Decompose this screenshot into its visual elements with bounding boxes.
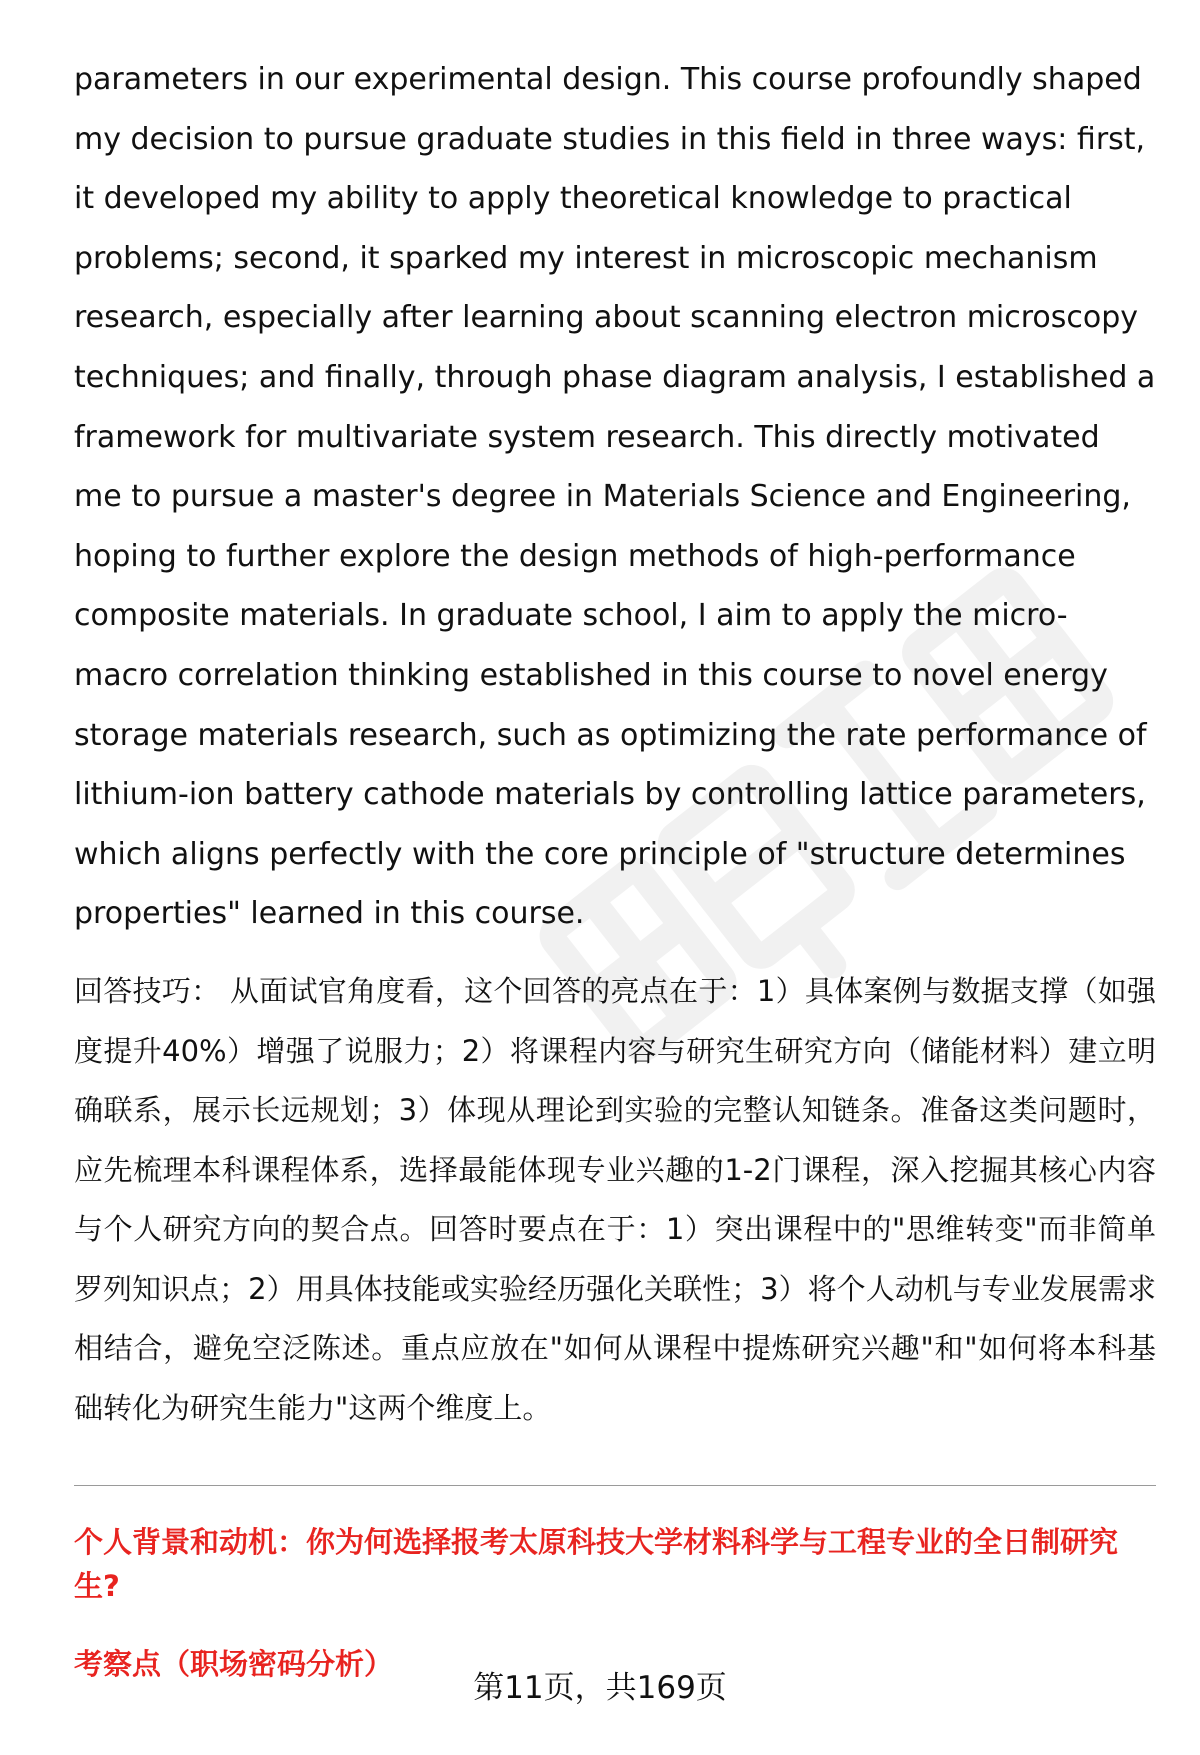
answer-tips-paragraph: 回答技巧： 从面试官角度看，这个回答的亮点在于：1）具体案例与数据支撑（如强度提升40%）增强了说服力；2）将课程内容与研究生研究方向（储能材料）建立明确联系，展示长远规划；3）体现从理论到实验的完整认知链条。准备这类问题时，应先梳理本科课程体系，选择最能体现专业兴趣的1-2门课程，深入挖掘其核心内容与个人研究方向的契合点。回答时要点在于：1）突出课程中的"思维转变"而非简单罗列知识点；2）用具体技能或实验经历强化关联性；3）将个人动机与专业发展需求相结合，避免空泛陈述。重点应放在"如何从课程中提炼研究兴趣"和"如何将本科基础转化为研究生能力"这两个维度上。 [74,973,1156,1426]
assessment-point-heading: 考察点（职场密码分析） [74,1646,394,1681]
question-heading: 个人背景和动机：你为何选择报考太原科技大学材料科学与工程专业的全日制研究生? [74,1524,1119,1603]
page-number: 第11页，共169页 [473,1670,727,1706]
page-content [74,50,1156,1686]
section-divider [74,1485,1156,1486]
english-answer-paragraph: parameters in our experimental design. This course profoundly shaped my decision to pursue graduate studies in this field in three ways: first, it developed my ability to apply theoretical knowledge to practical problems; second, it sparked my interest in microscopic mechanism research, especially after learning about scanning electron microscopy techniques; and finally, through phase diagram analysis, I established a framework for multivariate system research. This directly motivated me to pursue a master's degree in Materials Science and Engineering, hoping to further explore the design methods of high-performance composite materials. In graduate school, I aim to apply the micro-macro correlation thinking established in this course to novel energy storage materials research, such as optimizing the rate performance of lithium-ion battery cathode materials by controlling lattice parameters, which aligns perfectly with the core principle of "structure determines properties" learned in this course. [74,62,1156,932]
